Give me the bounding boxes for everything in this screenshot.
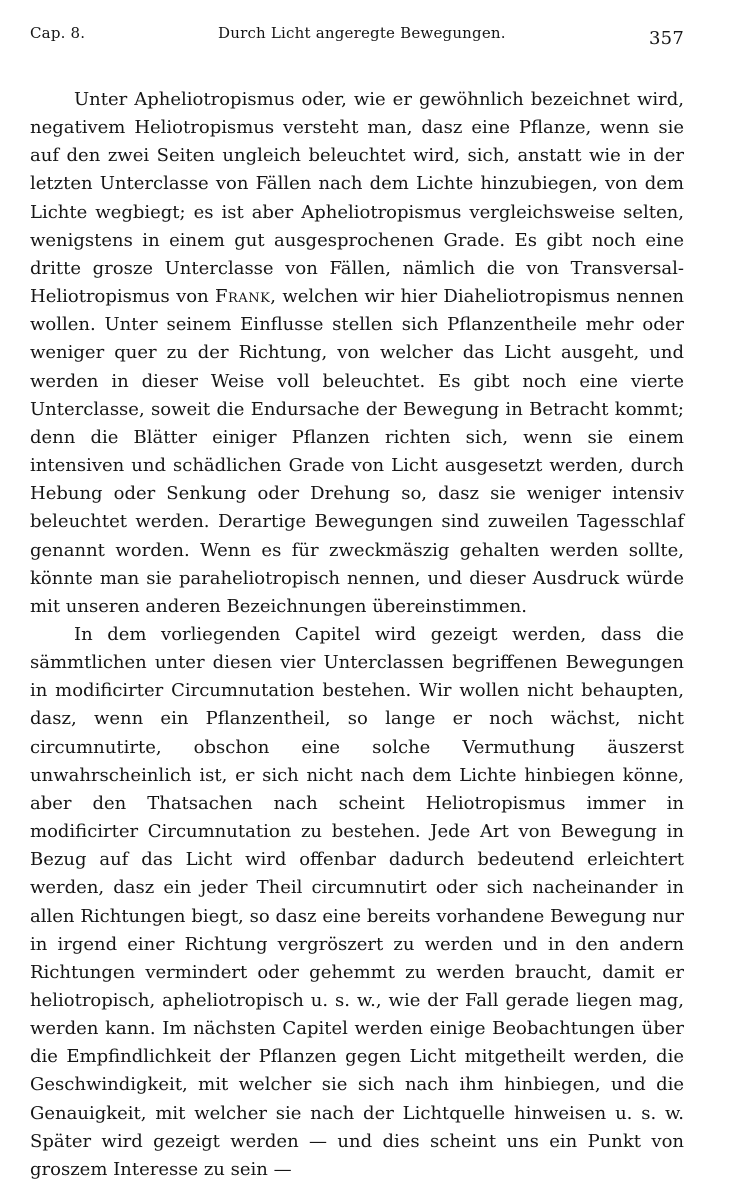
paragraph-1-text-b: , welchen wir hier Diaheliotropismus nennen wollen. Unter seinem Einflusse stellen sich Pflanzentheile mehr oder weniger quer zu der Richtung, von welcher das Licht ausgeht, und werden in dieser Weise voll beleuchtet. Es gibt noch eine vierte Unterclasse, soweit die Endursache der Bewegung in Betracht kommt; denn die Blätter einiger Pflanzen richten sich, wenn sie einem intensiven und schädlichen Grade von Licht ausgesetzt werden, durch Hebung oder Senkung oder Drehung so, dasz sie weniger intensiv beleuchtet werden. Derartige Bewegungen sind zuweilen Tagesschlaf genannt worden. Wenn es für zweckmäszig gehalten werden sollte, könnte man sie paraheliotropisch nennen, und dieser Ausdruck würde mit unseren anderen Bezeichnungen übereinstimmen. <box>30 286 684 617</box>
body-text <box>30 86 684 1184</box>
paragraph-1 <box>30 86 684 621</box>
book-page <box>30 20 684 1184</box>
author-name: Frank <box>215 286 271 308</box>
paragraph-2: In dem vorliegenden Capitel wird gezeigt werden, dass die sämmtlichen unter diesen vier Unterclassen begriffenen Bewegungen in modificirter Circumnutation bestehen. Wir wollen nicht behaupten, dasz, wenn ein Pflanzentheil, so lange er noch wächst, nicht circumnutirte, obschon eine solche Vermuthung äuszerst unwahrscheinlich ist, er sich nicht nach dem Lichte hinbiegen könne, aber den Thatsachen nach scheint Heliotropismus immer in modificirter Circumnutation zu bestehen. Jede Art von Bewegung in Bezug auf das Licht wird offenbar dadurch bedeutend erleichtert werden, dasz ein jeder Theil circumnutirt oder sich nacheinander in allen Richtungen biegt, so dasz eine bereits vorhandene Bewegung nur in irgend einer Richtung vergröszert zu werden und in den andern Richtungen vermindert oder gehemmt zu werden braucht, damit er heliotropisch, apheliotropisch u. s. w., wie der Fall gerade liegen mag, werden kann. Im nächsten Capitel werden einige Beobachtungen über die Empfindlichkeit der Pflanzen gegen Licht mitgetheilt werden, die Geschwindigkeit, mit welcher sie sich nach ihm hinbiegen, und die Genauigkeit, mit welcher sie nach der Lichtquelle hinweisen u. s. w. Später wird gezeigt werden — und dies scheint uns ein Punkt von groszem Interesse zu sein — <box>30 623 684 1180</box>
paragraph-1-text-a: Unter Apheliotropismus oder, wie er gewöhnlich bezeichnet wird, negativem Heliotropismus versteht man, dasz eine Pflanze, wenn sie auf den zwei Seiten ungleich beleuchtet wird, sich, anstatt wie in der letzten Unterclasse von Fällen nach dem Lichte hinzubiegen, von dem Lichte wegbiegt; es ist aber Apheliotropismus vergleichsweise selten, wenigstens in einem gut ausgesprochenen Grade. Es gibt noch eine dritte grosze Unterclasse von Fällen, nämlich die von Transversal-Heliotropismus von <box>30 89 684 308</box>
chapter-label: Cap. 8. <box>30 24 86 42</box>
page-number: 357 <box>649 28 684 49</box>
running-head <box>30 20 684 48</box>
running-title: Durch Licht angeregte Bewegungen. <box>218 24 506 42</box>
